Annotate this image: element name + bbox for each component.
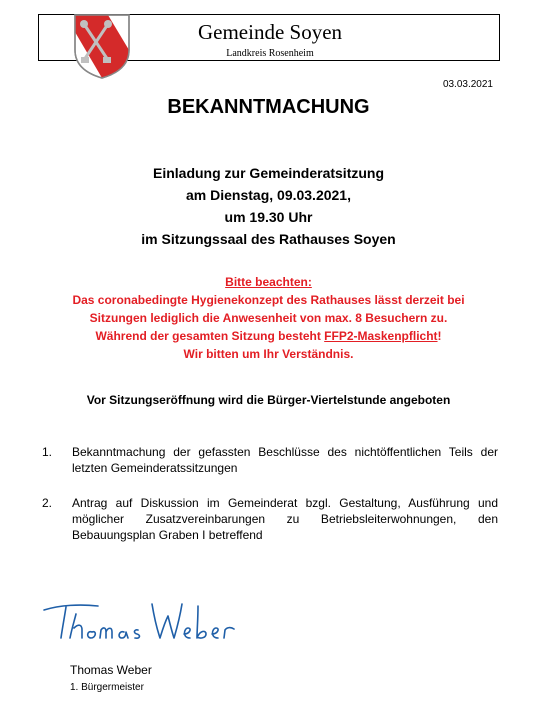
- municipality-name: Gemeinde Soyen: [197, 20, 343, 44]
- signatory-name: Thomas Weber: [70, 663, 152, 677]
- notice-line: Wir bitten um Ihr Verständnis.: [183, 347, 354, 361]
- agenda-text: Bekanntmachung der gefassten Beschlüsse des nichtöffentlichen Teils der letzten Gemeinderatssitzungen: [72, 445, 498, 475]
- notice-text: !: [437, 329, 442, 343]
- agenda-item: [42, 495, 498, 543]
- document-title: BEKANNTMACHUNG: [167, 96, 370, 118]
- district-name: Landkreis Rosenheim: [226, 48, 314, 59]
- notice-line: Das coronabedingte Hygienekonzept des Rathauses lässt derzeit bei: [72, 293, 465, 307]
- agenda-item: [42, 444, 498, 476]
- citizen-quarter-hour-note: Vor Sitzungseröffnung wird die Bürger-Viertelstunde angeboten: [86, 393, 451, 407]
- invitation-time: um 19.30 Uhr: [224, 209, 313, 225]
- agenda-text: Antrag auf Diskussion im Gemeinderat bzgl. Gestaltung, Ausführung und möglicher Zusatzvereinbarungen zu Betriebsleiterwohnungen, den Bebauungsplan Graben I betreffend: [72, 496, 498, 542]
- agenda-number: 1.: [42, 445, 53, 459]
- invitation-line: Einladung zur Gemeinderatsitzung: [152, 165, 385, 181]
- invitation-location: im Sitzungssaal des Rathauses Soyen: [141, 231, 396, 247]
- notice-text: Während der gesamten Sitzung besteht: [95, 329, 325, 343]
- document-date: 03.03.2021: [442, 79, 493, 90]
- notice-line: Sitzungen lediglich die Anwesenheit von max. 8 Besuchern zu.: [89, 311, 448, 325]
- notice-line-mask: [0, 327, 537, 345]
- notice-block: [0, 273, 537, 363]
- handwritten-signature: [40, 592, 240, 652]
- coat-of-arms-icon: [72, 10, 132, 80]
- invitation-date: am Dienstag, 09.03.2021,: [186, 187, 351, 203]
- notice-heading: Bitte beachten:: [225, 275, 312, 289]
- mask-requirement: FFP2-Maskenpflicht: [324, 329, 438, 343]
- invitation-block: [0, 162, 537, 250]
- agenda-number: 2.: [42, 496, 53, 510]
- signatory-role: 1. Bürgermeister: [70, 682, 144, 693]
